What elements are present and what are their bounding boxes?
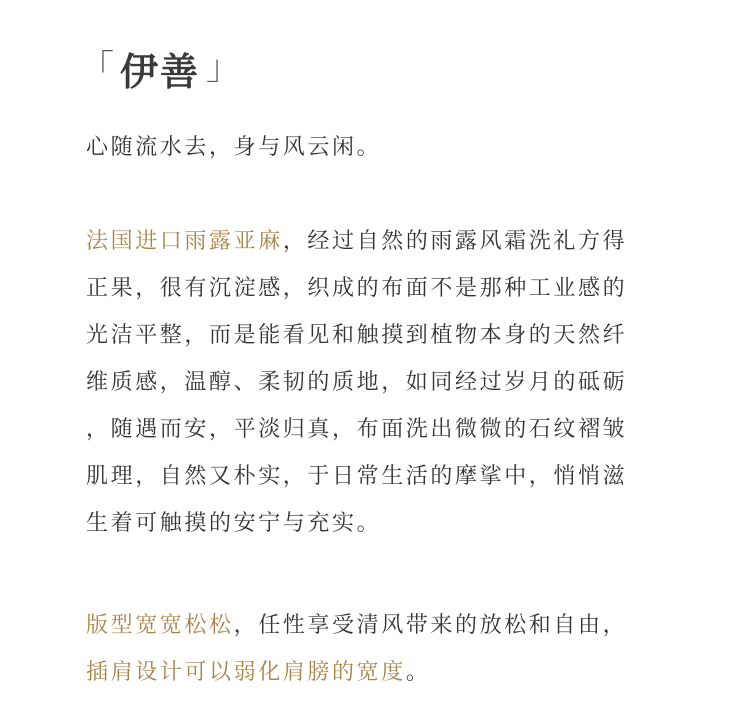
fit-paragraph	[86, 602, 676, 696]
title-close-bracket: 」	[206, 48, 241, 88]
fit-line-2-rest: 。	[405, 660, 431, 685]
fit-line-2-highlight: 插肩设计可以弱化肩膀的宽度	[86, 660, 406, 685]
section-title	[80, 40, 240, 96]
fabric-line-5: ，随遇而安，平淡归真，布面洗出微微的石纹褶皱	[86, 417, 628, 442]
fabric-line-1	[86, 218, 676, 265]
fabric-line-3: 光洁平整，而是能看见和触摸到植物本身的天然纤	[86, 323, 628, 348]
fabric-line-7: 生着可触摸的安宁与充实。	[86, 511, 382, 536]
fabric-highlight: 法国进口雨露亚麻	[86, 229, 283, 254]
fabric-line-1-rest: ，经过自然的雨露风霜洗礼方得	[282, 229, 628, 254]
title-open-bracket: 「	[80, 48, 114, 88]
title-text: 伊善	[120, 48, 201, 94]
fit-line-1-rest: ，任性享受清风带来的放松和自由，	[233, 613, 628, 638]
fit-line-2	[86, 649, 676, 696]
fit-highlight: 版型宽宽松松	[86, 613, 234, 638]
fabric-line-6: 肌理，自然又朴实，于日常生活的摩挲中，悄悄滋	[86, 464, 628, 489]
fit-line-1	[86, 602, 676, 649]
intro-paragraph	[86, 124, 676, 171]
intro-line: 心随流水去，身与风云闲。	[86, 135, 382, 160]
fabric-line-4: 维质感，温醇、柔韧的质地，如同经过岁月的砥砺	[86, 370, 628, 395]
fabric-line-2: 正果，很有沉淀感，织成的布面不是那种工业感的	[86, 276, 628, 301]
fabric-paragraph	[86, 218, 676, 547]
